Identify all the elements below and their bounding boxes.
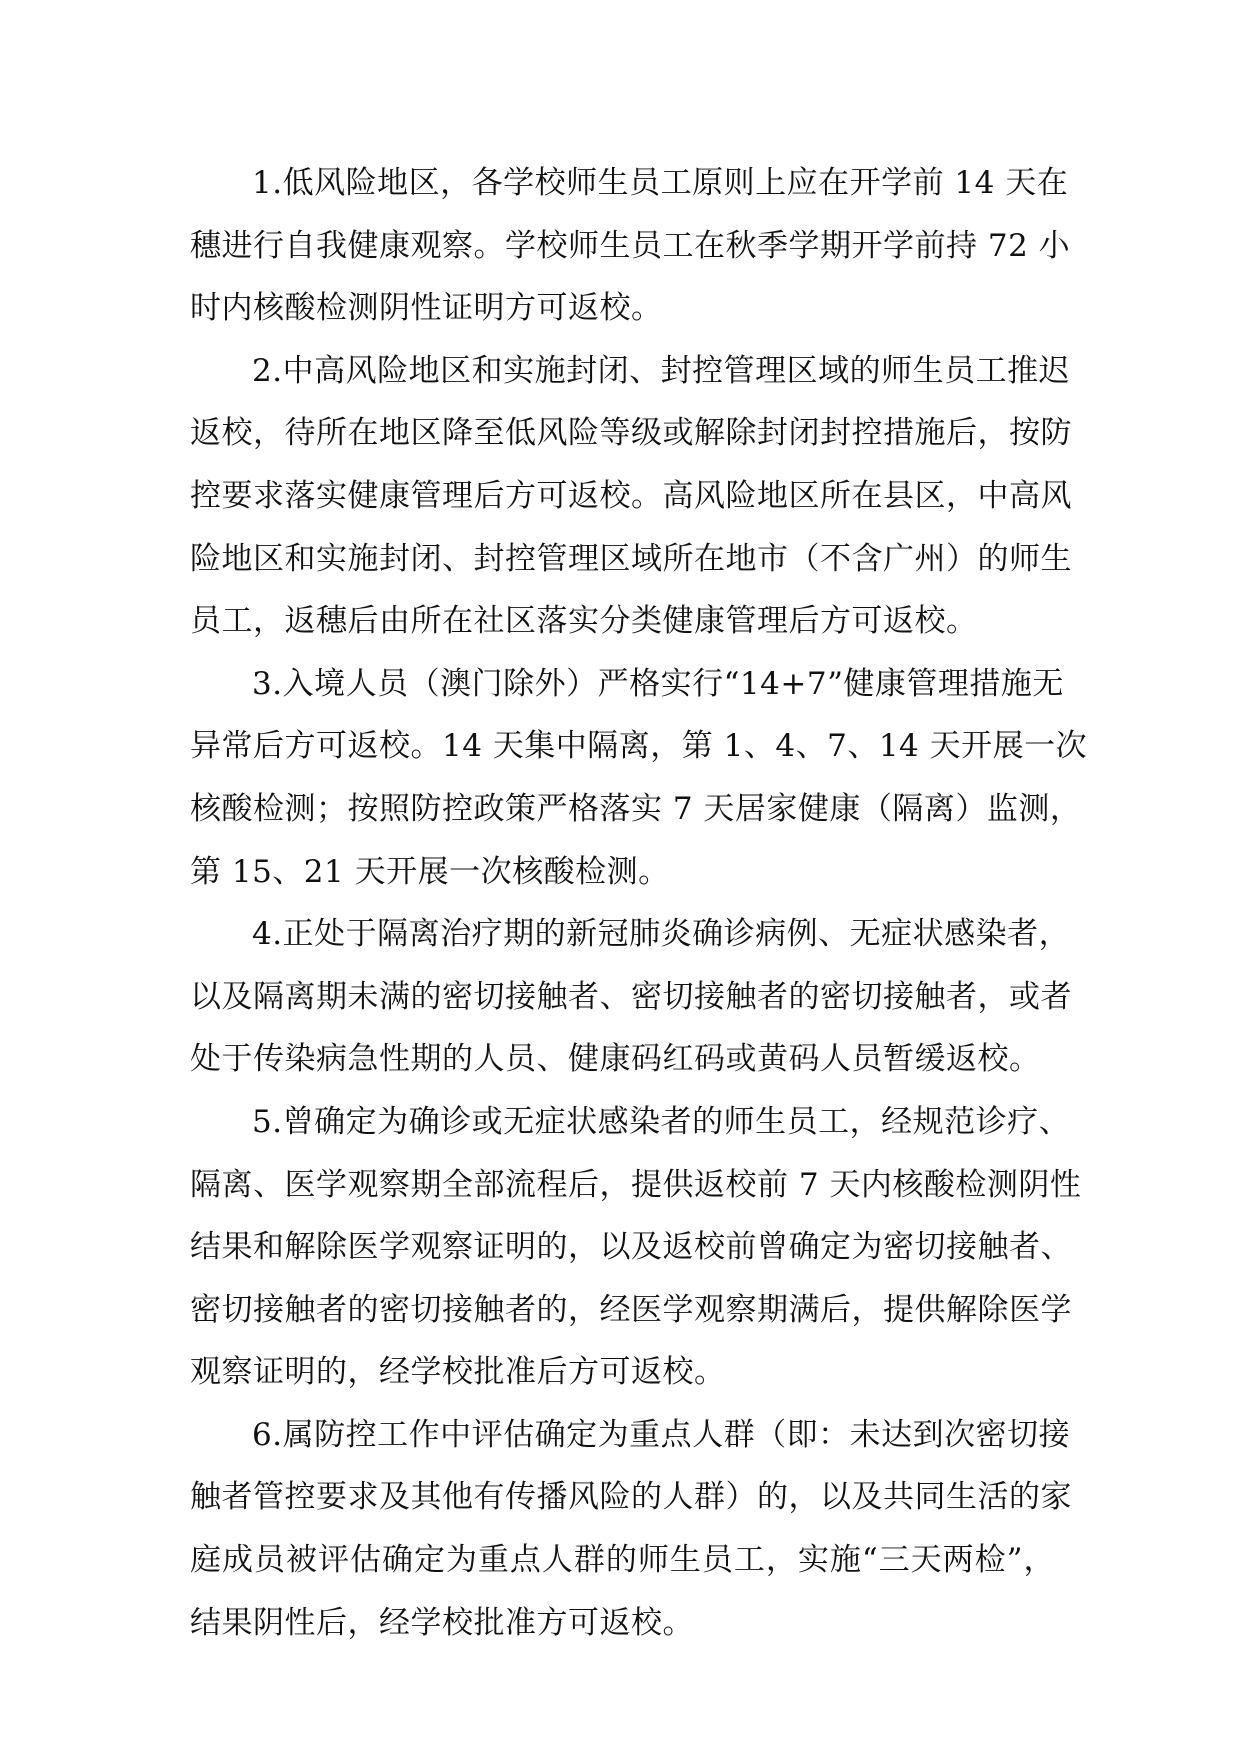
paragraph-line: 返校，待所在地区降至低风险等级或解除封闭封控措施后，按防 <box>190 415 1072 452</box>
paragraph-4 <box>190 903 1072 1091</box>
paragraph-line: 时内核酸检测阴性证明方可返校。 <box>190 290 663 327</box>
paragraph-line: 第 15、21 天开展一次核酸检测。 <box>190 853 670 890</box>
paragraph-line: 密切接触者的密切接触者的，经医学观察期满后，提供解除医学 <box>190 1291 1072 1328</box>
paragraph-5 <box>190 1091 1082 1404</box>
paragraph-line: 处于传染病急性期的人员、健康码红码或黄码人员暂缓返校。 <box>190 1041 1041 1078</box>
paragraph-line: 4.正处于隔离治疗期的新冠肺炎确诊病例、无症状感染者， <box>252 916 1071 953</box>
paragraph-6 <box>190 1404 1072 1654</box>
document-body <box>190 152 1088 1654</box>
paragraph-1 <box>190 152 1071 340</box>
paragraph-line: 异常后方可返校。14 天集中隔离，第 1、4、7、14 天开展一次 <box>190 728 1088 765</box>
paragraph-line: 6.属防控工作中评估确定为重点人群（即：未达到次密切接 <box>252 1416 1071 1453</box>
paragraph-line: 1.低风险地区，各学校师生员工原则上应在开学前 14 天在 <box>252 165 1069 201</box>
paragraph-line: 穗进行自我健康观察。学校师生员工在秋季学期开学前持 72 小 <box>190 227 1071 264</box>
paragraph-line: 控要求落实健康管理后方可返校。高风险地区所在县区，中高风 <box>190 477 1072 514</box>
paragraph-2 <box>190 340 1072 653</box>
paragraph-line: 结果和解除医学观察证明的，以及返校前曾确定为密切接触者、 <box>190 1229 1072 1266</box>
paragraph-line: 险地区和实施封闭、封控管理区域所在地市（不含广州）的师生 <box>190 540 1072 577</box>
paragraph-line: 2.中高风险地区和实施封闭、封控管理区域的师生员工推迟 <box>252 352 1071 389</box>
paragraph-line: 结果阴性后，经学校批准方可返校。 <box>190 1604 694 1641</box>
paragraph-3 <box>190 653 1088 903</box>
paragraph-line: 观察证明的，经学校批准后方可返校。 <box>190 1354 726 1391</box>
paragraph-line: 庭成员被评估确定为重点人群的师生员工，实施“三天两检”， <box>190 1542 1055 1579</box>
paragraph-line: 隔离、医学观察期全部流程后，提供返校前 7 天内核酸检测阴性 <box>190 1166 1082 1203</box>
paragraph-line: 核酸检测；按照防控政策严格落实 7 天居家健康（隔离）监测， <box>190 790 1082 827</box>
paragraph-line: 触者管控要求及其他有传播风险的人群）的，以及共同生活的家 <box>190 1479 1072 1516</box>
paragraph-line: 员工，返穗后由所在社区落实分类健康管理后方可返校。 <box>190 603 978 640</box>
paragraph-line: 3.入境人员（澳门除外）严格实行“14+7”健康管理措施无 <box>252 665 1064 702</box>
paragraph-line: 以及隔离期未满的密切接触者、密切接触者的密切接触者，或者 <box>190 978 1072 1015</box>
paragraph-line: 5.曾确定为确诊或无症状感染者的师生员工，经规范诊疗、 <box>252 1103 1071 1140</box>
